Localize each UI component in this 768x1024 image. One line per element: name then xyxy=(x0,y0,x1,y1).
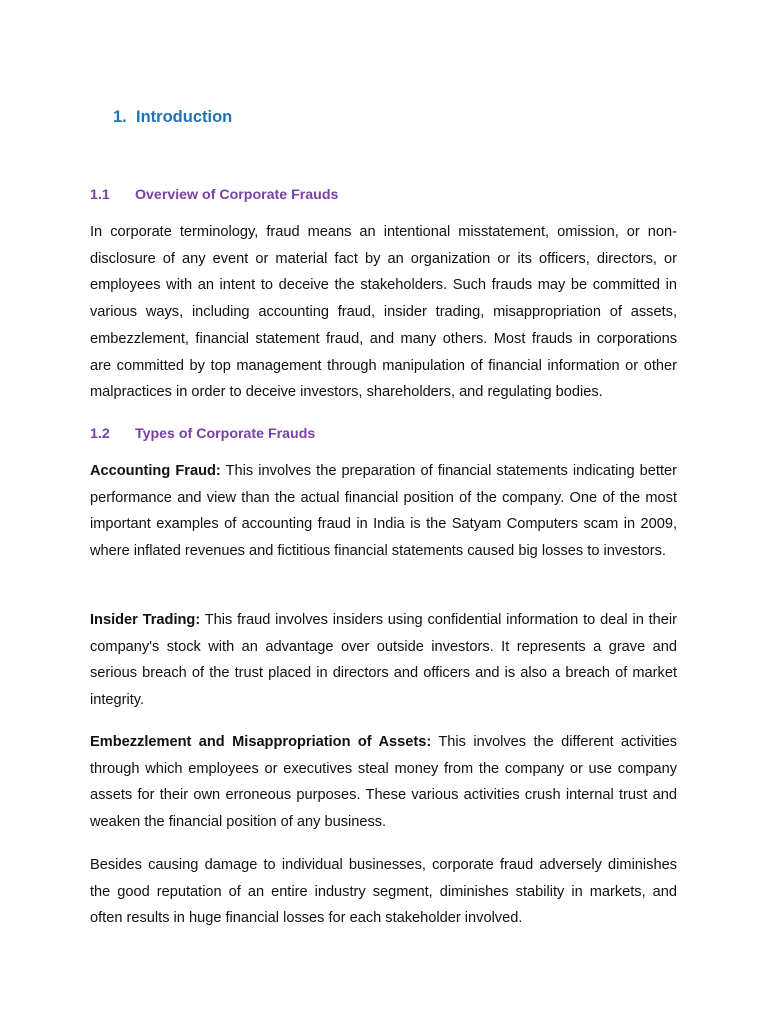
overview-paragraph: In corporate terminology, fraud means an intentional misstatement, omission, or non-disclosure of any event or material fact by an organization or its officers, directors, or employees with an intent to deceive the stakeholders. Such frauds may be committed in various ways, including accounting fraud, insider trading, misappropriation of assets, embezzlement, financial statement fraud, and many others. Most frauds in corporations are committed by top management through manipulation of financial information or other malpractices in order to deceive investors, shareholders, and regulating bodies. xyxy=(90,224,677,401)
subsection-number: 1.1 xyxy=(90,187,110,203)
fraud-type-description: This involves the different activities through which employees or executives steal money from the company or use company assets for their own erroneous purposes. These various activities crush internal trust and weaken the financial position of any business. xyxy=(90,734,677,831)
fraud-type-term: Embezzlement and Misappropriation of Assets: xyxy=(90,734,432,750)
fraud-type-term: Accounting Fraud: xyxy=(90,463,221,479)
subsection-title: Types of Corporate Frauds xyxy=(135,426,316,442)
subsection-heading-overview xyxy=(90,187,338,203)
section-title: Introduction xyxy=(136,108,233,126)
subsection-number: 1.2 xyxy=(90,426,110,442)
fraud-type-embezzlement xyxy=(90,729,677,836)
subsection-heading-types xyxy=(90,426,315,442)
fraud-type-description: This fraud involves insiders using confidential information to deal in their company's stock with an advantage over outside investors. It represents a grave and serious breach of the trust placed in directors and officers and is also a breach of market integrity. xyxy=(90,612,678,709)
fraud-type-accounting xyxy=(90,458,677,565)
fraud-type-insider-trading xyxy=(90,607,677,714)
subsection-title: Overview of Corporate Frauds xyxy=(135,187,339,203)
closing-paragraph: Besides causing damage to individual businesses, corporate fraud adversely diminishes the good reputation of an entire industry segment, diminishes stability in markets, and often results in huge financial losses for each stakeholder involved. xyxy=(90,857,677,927)
fraud-type-description: This involves the preparation of financial statements indicating better performance and view than the actual financial position of the company. One of the most important examples of accounting fraud in India is the Satyam Computers scam in 2009, where inflated revenues and fictitious financial statements caused big losses to investors. xyxy=(90,463,678,560)
section-number: 1. xyxy=(113,108,127,126)
section-heading xyxy=(113,108,232,127)
fraud-type-term: Insider Trading: xyxy=(90,612,201,628)
